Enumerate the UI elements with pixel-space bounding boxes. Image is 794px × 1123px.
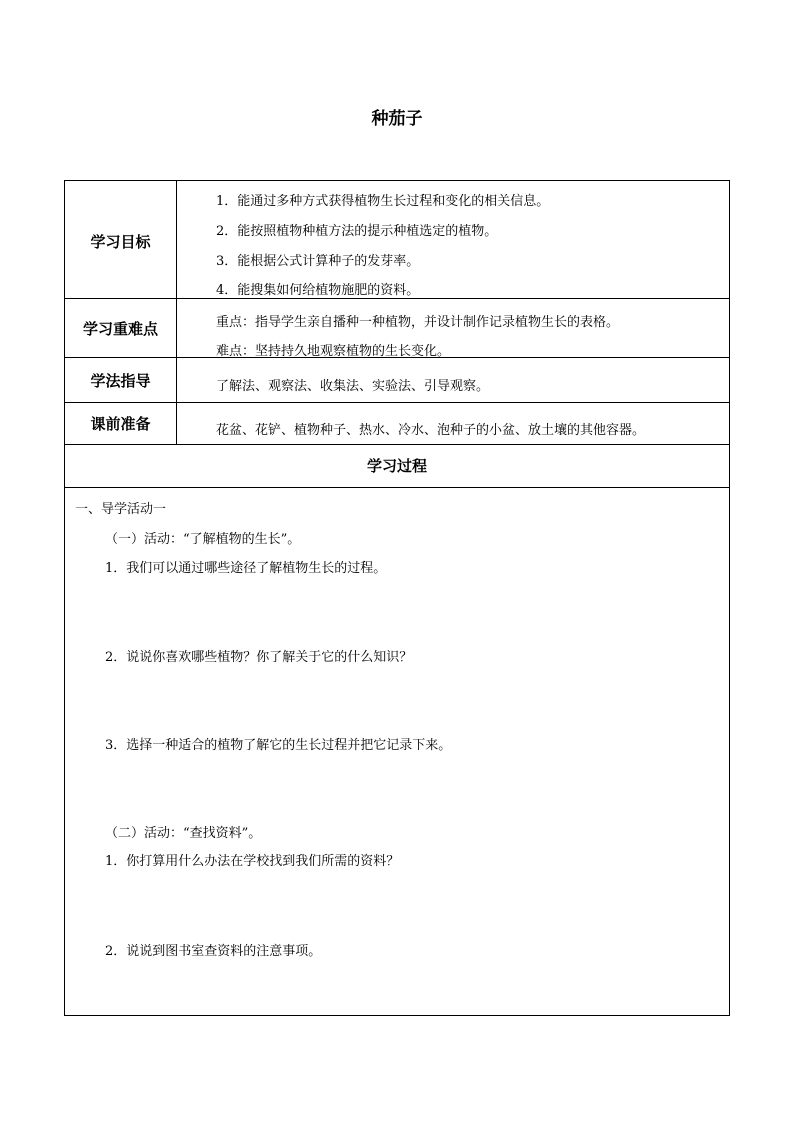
- column-divider: [176, 181, 177, 445]
- objective-item: 1．能通过多种方式获得植物生长过程和变化的相关信息。: [216, 194, 550, 209]
- row-divider: [65, 298, 729, 299]
- lesson-plan-table: [64, 180, 730, 1016]
- objectives-label: 学习目标: [90, 233, 151, 251]
- question-item: 1．你打算用什么办法在学校找到我们所需的资料？: [105, 854, 400, 869]
- question-item: 1．我们可以通过哪些途径了解植物生长的过程。: [105, 561, 387, 576]
- methods-label: 学法指导: [90, 372, 151, 390]
- objective-item: 3．能根据公式计算种子的发芽率。: [216, 254, 420, 269]
- preparation-label: 课前准备: [90, 415, 151, 433]
- section-heading: 一、导学活动一: [75, 502, 167, 517]
- activity-title: （一）活动：“了解植物的生长”。: [105, 532, 301, 547]
- key-points-label: 学习重难点: [82, 320, 158, 338]
- objective-item: 4．能搜集如何给植物施肥的资料。: [216, 283, 420, 298]
- row-divider: [65, 402, 729, 403]
- process-heading: 学习过程: [366, 457, 427, 475]
- preparation-text: 花盆、花铲、植物种子、热水、冷水、泡种子的小盆、放土壤的其他容器。: [216, 423, 646, 438]
- methods-text: 了解法、观察法、收集法、实验法、引导观察。: [216, 379, 490, 394]
- activity-title: （二）活动：“查找资料”。: [105, 826, 262, 841]
- row-divider: [65, 487, 729, 488]
- question-item: 2．说说到图书室查资料的注意事项。: [105, 944, 322, 959]
- key-point-focus: 重点：指导学生亲自播种一种植物，并设计制作记录植物生长的表格。: [216, 315, 620, 330]
- question-item: 3．选择一种适合的植物了解它的生长过程并把它记录下来。: [105, 738, 452, 753]
- objective-item: 2．能按照植物种植方法的提示种植选定的植物。: [216, 224, 498, 239]
- row-divider: [65, 444, 729, 445]
- key-point-difficulty: 难点：坚持持久地观察植物的生长变化。: [216, 344, 451, 359]
- page-title: 种茄子: [371, 109, 423, 129]
- question-item: 2．说说你喜欢哪些植物？你了解关于它的什么知识？: [105, 650, 413, 665]
